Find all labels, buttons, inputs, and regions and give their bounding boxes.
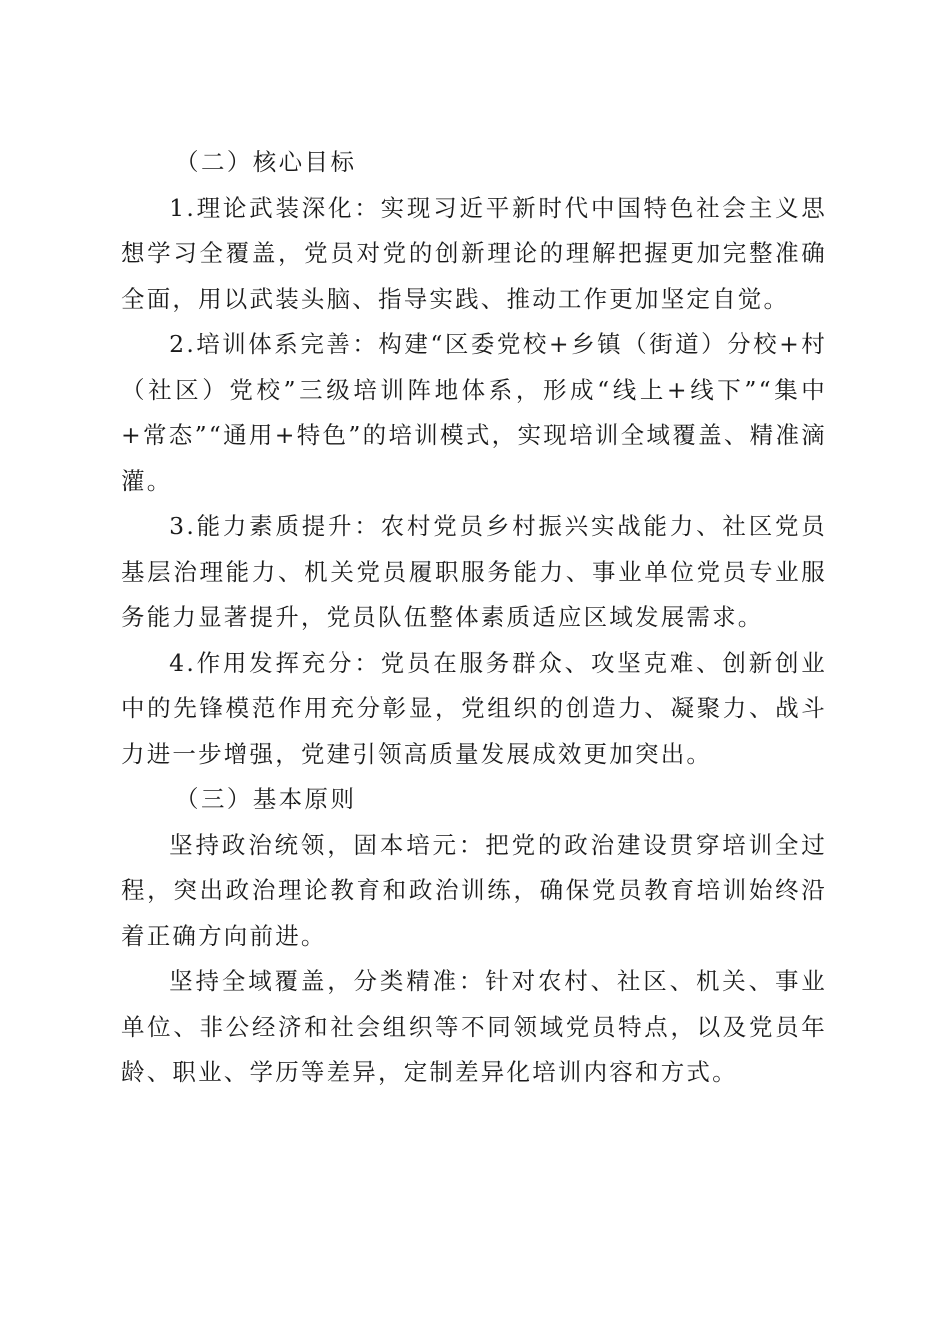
goal-paragraph-4: 4.作用发挥充分：党员在服务群众、攻坚克难、创新创业中的先锋模范作用充分彰显，党组织的创造力、凝聚力、战斗力进一步增强，党建引领高质量发展成效更加突出。 (121, 648, 827, 768)
section-heading-principles: （三）基本原则 (175, 785, 357, 813)
document-body (121, 140, 827, 1096)
section-heading-core-goals: （二）核心目标 (175, 148, 357, 176)
principle-paragraph-1: 坚持政治统领，固本培元：把党的政治建设贯穿培训全过程，突出政治理论教育和政治训练，确保党员教育培训始终沿着正确方向前进。 (121, 830, 827, 950)
goal-paragraph-2: 2.培训体系完善：构建“区委党校+乡镇（街道）分校+村（社区）党校”三级培训阵地体系，形成“线上+线下”“集中+常态”“通用+特色”的培训模式，实现培训全域覆盖、精准滴灌。 (121, 330, 827, 495)
goal-paragraph-1: 1.理论武装深化：实现习近平新时代中国特色社会主义思想学习全覆盖，党员对党的创新理论的理解把握更加完整准确全面，用以武装头脑、指导实践、推动工作更加坚定自觉。 (121, 193, 827, 313)
principle-paragraph-2: 坚持全域覆盖，分类精准：针对农村、社区、机关、事业单位、非公经济和社会组织等不同领域党员特点，以及党员年龄、职业、学历等差异，定制差异化培训内容和方式。 (121, 967, 827, 1086)
goal-paragraph-3: 3.能力素质提升：农村党员乡村振兴实战能力、社区党员基层治理能力、机关党员履职服务能力、事业单位党员专业服务能力显著提升，党员队伍整体素质适应区域发展需求。 (121, 512, 827, 631)
